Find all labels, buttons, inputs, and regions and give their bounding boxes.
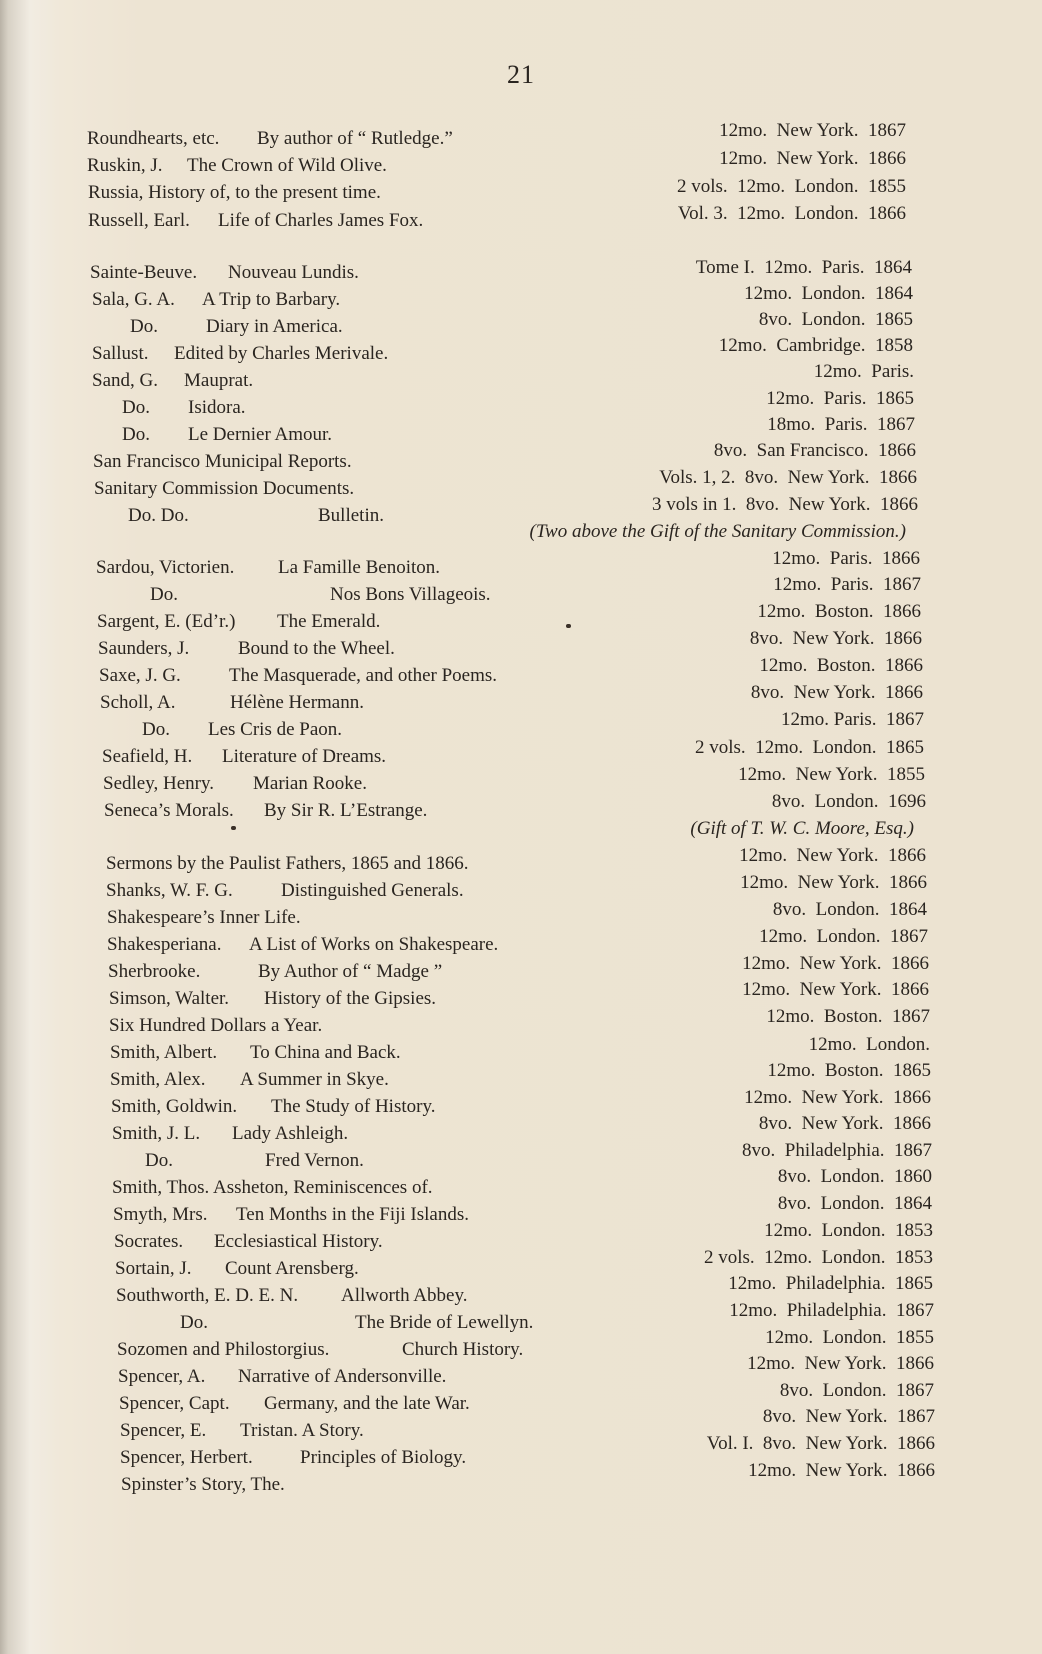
entry-imprint: 12mo. London. 1855 [765,1327,934,1348]
entry-imprint: 12mo. London. [808,1034,930,1055]
ink-speck [566,624,571,628]
entry-imprint: 8vo. New York. 1866 [749,628,922,649]
entry-title: By Author of “ Madge ” [258,961,443,982]
entry-imprint: 2 vols. 12mo. London. 1865 [694,737,924,758]
entry-author: Sala, G. A. [92,289,175,310]
entry-title: A List of Works on Shakespeare. [249,934,499,955]
entry-title: Le Dernier Amour. [188,424,333,445]
entry-author: Simson, Walter. [109,988,230,1009]
entry-author: Smith, Albert. [110,1042,218,1063]
entry-title: The Emerald. [277,611,381,632]
entry-imprint: 12mo. Boston. 1866 [759,655,923,676]
entry-title: History of the Gipsies. [264,988,437,1009]
entry-imprint: 18mo. Paris. 1867 [767,414,915,435]
entry-imprint: 12mo. New York. 1866 [742,953,929,974]
entry-author: Do. [122,397,150,418]
entry-imprint: 12mo. Paris. [813,361,914,382]
entry-author: Saunders, J. [98,638,190,659]
entry-title: The Bride of Lewellyn. [355,1312,534,1333]
entry-imprint: 8vo. New York. 1867 [762,1406,935,1427]
entry-title: Allworth Abbey. [341,1285,468,1306]
entry-author: Sanitary Commission Documents. [94,478,355,499]
entry-imprint: 12mo. New York. 1866 [747,1353,934,1374]
entry-imprint: 12mo. New York. 1855 [738,764,925,785]
entry-imprint: 12mo. Boston. 1867 [766,1006,930,1027]
entry-author: Shakesperiana. [107,934,222,955]
entry-title: Principles of Biology. [300,1447,467,1468]
entry-title: La Famille Benoiton. [278,557,441,578]
entry-imprint: Vol. I. 8vo. New York. 1866 [706,1433,935,1454]
entry-imprint: 8vo. London. 1864 [777,1193,932,1214]
entry-author: Ruskin, J. [87,155,163,176]
entry-author: Do. [122,424,150,445]
entry-title: Distinguished Generals. [281,880,464,901]
entry-imprint: 2 vols. 12mo. London. 1853 [703,1247,933,1268]
entry-author: Shakespeare’s Inner Life. [107,907,301,928]
entry-imprint: 12mo. Paris. 1867 [780,709,924,730]
entry-author: Sardou, Victorien. [96,557,235,578]
entry-imprint: 12mo. Boston. 1865 [767,1060,931,1081]
entry-author: Southworth, E. D. E. N. [116,1285,299,1306]
entry-author: Sortain, J. [115,1258,192,1279]
entry-imprint: 12mo. Boston. 1866 [757,601,921,622]
entry-author: Russia, History of, to the present time. [88,182,381,203]
gift-note: (Gift of T. W. C. Moore, Esq.) [690,818,914,839]
entry-imprint: Tome I. 12mo. Paris. 1864 [695,257,912,278]
entry-author: Do. [142,719,170,740]
entry-title: The Study of History. [271,1096,436,1117]
entry-imprint: 8vo. London. 1867 [779,1380,934,1401]
entry-title: Edited by Charles Merivale. [174,343,389,364]
entry-author: San Francisco Municipal Reports. [93,451,352,472]
entry-title: Narrative of Andersonville. [238,1366,447,1387]
entry-imprint: 8vo. San Francisco. 1866 [713,440,916,461]
entry-imprint: 12mo. Paris. 1866 [772,548,920,569]
entry-title: Mauprat. [184,370,254,391]
entry-imprint: 3 vols in 1. 8vo. New York. 1866 [651,494,918,515]
entry-author: Seneca’s Morals. [104,800,234,821]
entry-imprint: 8vo. London. 1865 [758,309,913,330]
entry-title: To China and Back. [250,1042,401,1063]
entry-title: Ecclesiastical History. [214,1231,383,1252]
entry-author: Scholl, A. [100,692,176,713]
entry-author: Sallust. [92,343,149,364]
page-number: 21 [507,60,535,89]
entry-author: Do. [180,1312,208,1333]
entry-title: Nos Bons Villageois. [330,584,491,605]
entry-author: Do. Do. [128,505,189,526]
entry-imprint: 12mo. London. 1864 [744,283,913,304]
entry-title: Hélène Hermann. [230,692,364,713]
entry-author: Spencer, Capt. [119,1393,230,1414]
entry-imprint: 8vo. Philadelphia. 1867 [742,1140,932,1161]
entry-author: Smith, Goldwin. [111,1096,238,1117]
entry-imprint: 8vo. London. 1864 [772,899,927,920]
entry-imprint: 2 vols. 12mo. London. 1855 [676,176,906,197]
entry-author: Sherbrooke. [108,961,201,982]
entry-title: Bulletin. [318,505,384,526]
entry-imprint: 12mo. Paris. 1865 [766,388,914,409]
entry-imprint: 12mo. Paris. 1867 [773,574,921,595]
entry-author: Spinster’s Story, The. [121,1474,285,1495]
entry-title: The Crown of Wild Olive. [187,155,387,176]
entry-title: Isidora. [188,397,246,418]
entry-author: Do. [130,316,158,337]
entry-author: Smith, Thos. Assheton, Reminiscences of. [112,1177,433,1198]
entry-author: Do. [145,1150,173,1171]
entry-author: Sedley, Henry. [103,773,214,794]
entry-imprint: 8vo. London. 1696 [771,791,926,812]
entry-title: Marian Rooke. [253,773,367,794]
entry-imprint: 12mo. Philadelphia. 1867 [729,1300,934,1321]
entry-author: Smith, J. L. [112,1123,201,1144]
entry-author: Spencer, A. [118,1366,206,1387]
entry-title: By Sir R. L’Estrange. [264,800,428,821]
entry-imprint: 12mo. New York. 1866 [744,1087,931,1108]
entry-imprint: Vol. 3. 12mo. London. 1866 [677,203,906,224]
entry-title: Nouveau Lundis. [228,262,359,283]
entry-title: Ten Months in the Fiji Islands. [236,1204,470,1225]
entry-imprint: 12mo. New York. 1866 [740,872,927,893]
entry-author: Shanks, W. F. G. [106,880,233,901]
entry-author: Sargent, E. (Ed’r.) [97,611,236,632]
entry-imprint: 12mo. New York. 1866 [719,148,906,169]
entry-author: Sand, G. [92,370,158,391]
entry-title: Lady Ashleigh. [232,1123,349,1144]
entry-author: Do. [150,584,178,605]
entry-imprint: 12mo. Philadelphia. 1865 [728,1273,933,1294]
entry-author: Spencer, Herbert. [120,1447,253,1468]
entry-author: Spencer, E. [120,1420,207,1441]
entry-author: Roundhearts, etc. [87,128,220,149]
ink-speck [231,826,236,830]
entry-title: Literature of Dreams. [222,746,387,767]
entry-title: Church History. [402,1339,524,1360]
entry-title: Diary in America. [206,316,343,337]
entry-imprint: 12mo. London. 1867 [759,926,928,947]
entry-title: A Trip to Barbary. [202,289,341,310]
entry-imprint: 12mo. New York. 1866 [739,845,926,866]
entry-imprint: 8vo. New York. 1866 [750,682,923,703]
entry-title: The Masquerade, and other Poems. [229,665,498,686]
entry-imprint: 12mo. Cambridge. 1858 [718,335,913,356]
entry-imprint: 12mo. New York. 1866 [742,979,929,1000]
entry-imprint: 8vo. London. 1860 [777,1166,932,1187]
entry-author: Smith, Alex. [110,1069,206,1090]
entry-imprint: 12mo. New York. 1866 [748,1460,935,1481]
entry-author: Saxe, J. G. [99,665,181,686]
entry-title: Les Cris de Paon. [208,719,343,740]
entry-author: Russell, Earl. [88,210,190,231]
entry-imprint: Vols. 1, 2. 8vo. New York. 1866 [659,467,917,488]
entry-title: Life of Charles James Fox. [218,210,424,231]
entry-author: Socrates. [114,1231,184,1252]
entry-imprint: 12mo. London. 1853 [764,1220,933,1241]
entry-title: Fred Vernon. [265,1150,364,1171]
entry-title: Tristan. A Story. [240,1420,364,1441]
entry-title: A Summer in Skye. [240,1069,389,1090]
entry-imprint: 12mo. New York. 1867 [719,120,906,141]
entry-author: Smyth, Mrs. [113,1204,208,1225]
entry-author: Six Hundred Dollars a Year. [109,1015,323,1036]
entry-title: Count Arensberg. [225,1258,359,1279]
entry-author: Seafield, H. [102,746,193,767]
entry-imprint: 8vo. New York. 1866 [758,1113,931,1134]
entry-author: Sainte-Beuve. [90,262,198,283]
gift-note: (Two above the Gift of the Sanitary Commission.) [529,521,906,542]
entry-title: Bound to the Wheel. [238,638,395,659]
entry-title: Germany, and the late War. [264,1393,470,1414]
entry-author: Sermons by the Paulist Fathers, 1865 and 1866. [106,853,469,874]
entry-author: Sozomen and Philostorgius. [117,1339,330,1360]
entry-title: By author of “ Rutledge.” [257,128,453,149]
